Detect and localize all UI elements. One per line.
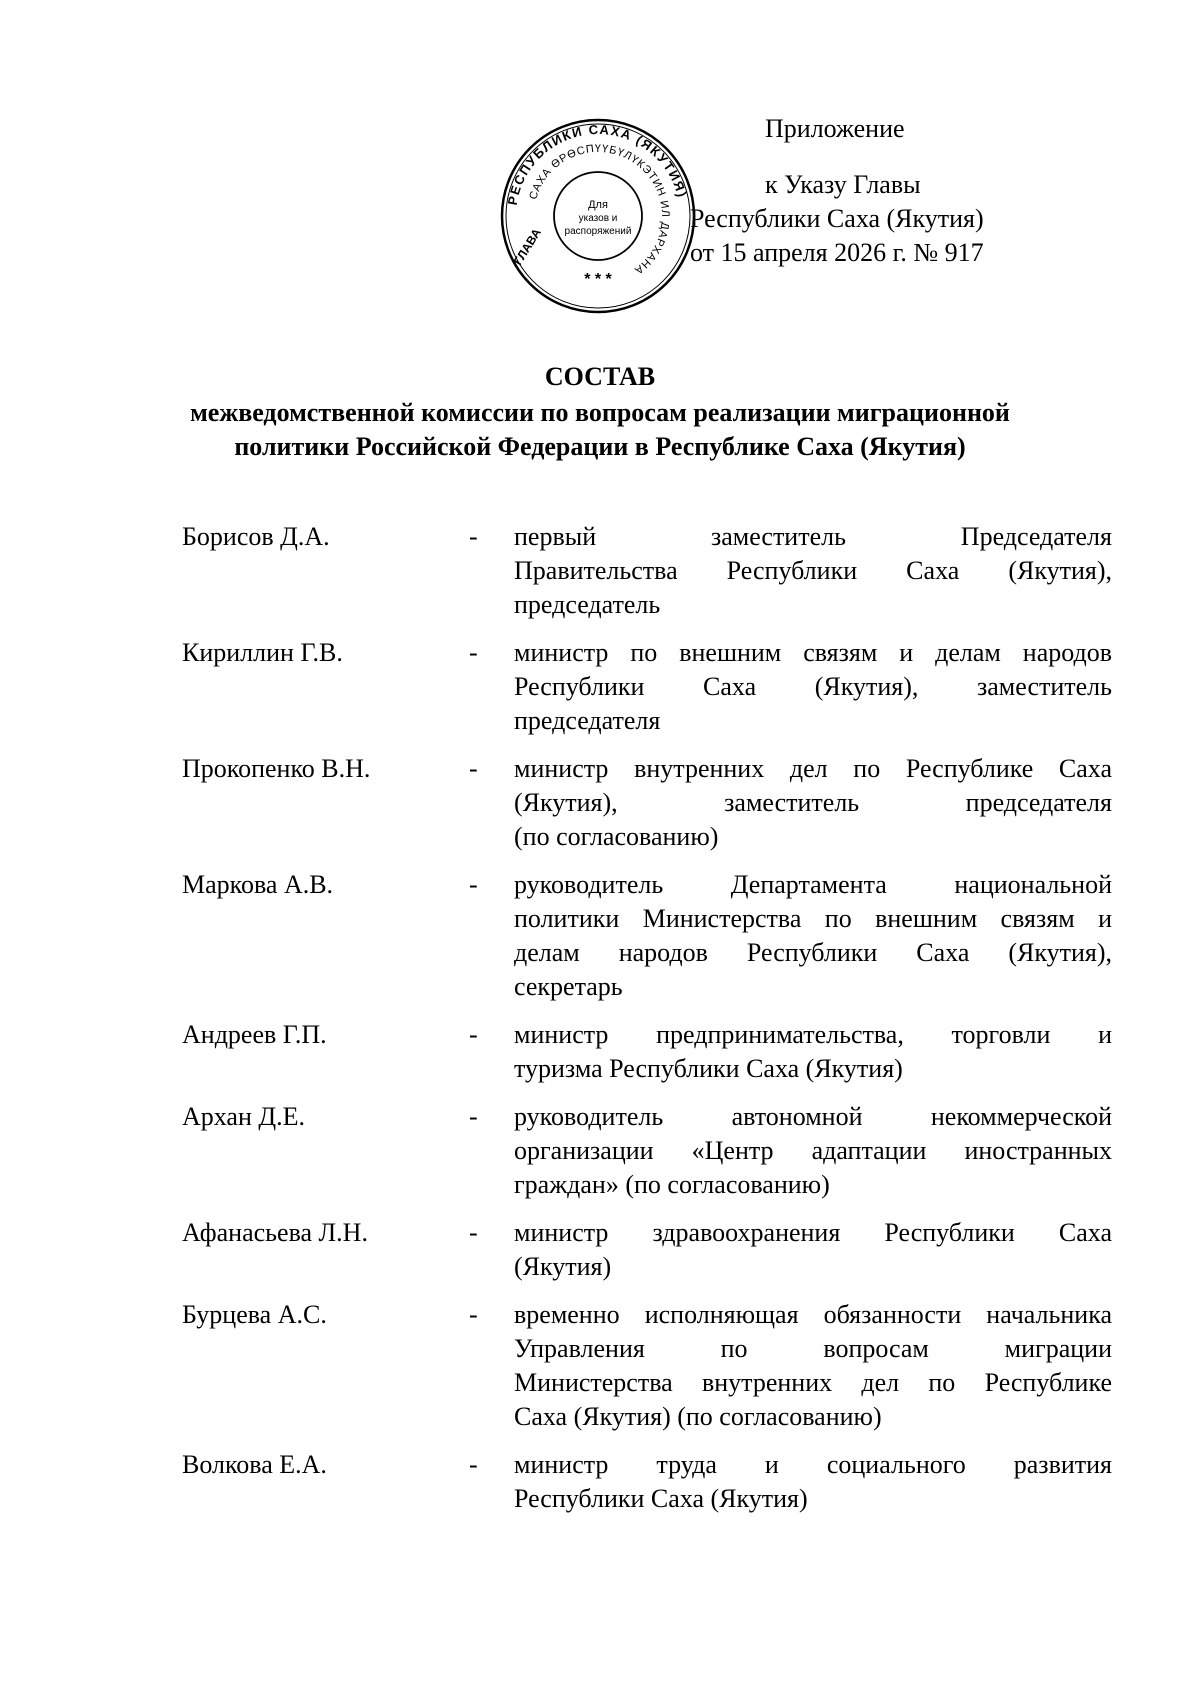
member-role-line: секретарь bbox=[514, 972, 623, 1001]
title-heading: СОСТАВ bbox=[544, 362, 656, 391]
member-role-line: руководитель автономной некоммерческой bbox=[514, 1102, 1112, 1131]
member-row bbox=[182, 636, 1112, 738]
member-role-line: (Якутия) bbox=[514, 1252, 612, 1281]
member-row bbox=[182, 1100, 1112, 1202]
member-role-line: министр здравоохранения Республики Саха bbox=[514, 1218, 1112, 1247]
member-role bbox=[514, 1018, 1112, 1086]
member-role bbox=[514, 1216, 1112, 1284]
member-name: Волкова Е.А. bbox=[182, 1450, 327, 1479]
member-role-line: председателя bbox=[514, 706, 661, 735]
member-row bbox=[182, 520, 1112, 622]
member-row bbox=[182, 1216, 1112, 1284]
appendix-decree-ref: к Указу Главы bbox=[765, 170, 921, 199]
member-role-line: политики Министерства по внешним связям и bbox=[514, 904, 1112, 933]
member-role-line: Правительства Республики Саха (Якутия), bbox=[514, 556, 1112, 585]
member-row bbox=[182, 868, 1112, 1004]
member-role-line: председатель bbox=[514, 590, 661, 619]
seal-outer-text: РЕСПУБЛИКИ САХА (ЯКУТИЯ) bbox=[504, 121, 690, 207]
member-role bbox=[514, 1448, 1112, 1516]
member-name: Прокопенко В.Н. bbox=[182, 754, 371, 783]
member-name: Маркова А.В. bbox=[182, 870, 334, 899]
appendix-header bbox=[690, 112, 1050, 270]
seal-graphic bbox=[498, 116, 698, 316]
member-role-line: временно исполняющая обязанности начальника bbox=[514, 1300, 1112, 1329]
member-role-line: Республики Саха (Якутия), заместитель bbox=[514, 672, 1112, 701]
member-role-line: (по согласованию) bbox=[514, 822, 719, 851]
member-role-line: Республики Саха (Якутия) bbox=[514, 1484, 808, 1513]
member-role-line: руководитель Департамента национальной bbox=[514, 870, 1112, 899]
member-role-line: Министерства внутренних дел по Республике bbox=[514, 1368, 1112, 1397]
member-row bbox=[182, 752, 1112, 854]
member-role-line: Управления по вопросам миграции bbox=[514, 1334, 1112, 1363]
document-title bbox=[120, 360, 1080, 464]
member-role-line: туризма Республики Саха (Якутия) bbox=[514, 1054, 903, 1083]
member-dash: - bbox=[469, 870, 478, 899]
member-dash: - bbox=[469, 1450, 478, 1479]
member-role-line: первый заместитель Председателя bbox=[514, 522, 1112, 551]
member-name: Архан Д.Е. bbox=[182, 1102, 306, 1131]
member-dash: - bbox=[469, 1020, 478, 1049]
member-role-line: министр по внешним связям и делам народов bbox=[514, 638, 1112, 667]
members-list bbox=[182, 520, 1112, 1530]
seal-center-line2: указов и bbox=[578, 213, 618, 224]
member-dash: - bbox=[469, 1300, 478, 1329]
title-subtitle-line2: политики Российской Федерации в Республике Саха (Якутия) bbox=[234, 432, 966, 461]
member-dash: - bbox=[469, 1102, 478, 1131]
member-role-line: Саха (Якутия) (по согласованию) bbox=[514, 1402, 882, 1431]
member-row bbox=[182, 1018, 1112, 1086]
member-dash: - bbox=[469, 754, 478, 783]
member-role bbox=[514, 520, 1112, 622]
member-dash: - bbox=[469, 1218, 478, 1247]
member-role-line: организации «Центр адаптации иностранных bbox=[514, 1136, 1112, 1165]
member-role bbox=[514, 752, 1112, 854]
seal-stars: * * * bbox=[584, 271, 612, 288]
member-role-line: министр внутренних дел по Республике Саха bbox=[514, 754, 1112, 783]
official-seal bbox=[498, 116, 698, 316]
member-role-line: (Якутия), заместитель председателя bbox=[514, 788, 1112, 817]
member-role-line: граждан» (по согласованию) bbox=[514, 1170, 830, 1199]
appendix-label: Приложение bbox=[765, 114, 905, 143]
member-role bbox=[514, 868, 1112, 1004]
member-dash: - bbox=[469, 522, 478, 551]
title-subtitle-line1: межведомственной комиссии по вопросам реализации миграционной bbox=[190, 398, 1010, 427]
member-role bbox=[514, 1298, 1112, 1434]
member-name: Кириллин Г.В. bbox=[182, 638, 343, 667]
member-role-line: министр труда и социального развития bbox=[514, 1450, 1112, 1479]
seal-center-line3: распоряжений bbox=[564, 226, 632, 237]
seal-left-text: ГЛАВА bbox=[510, 225, 544, 268]
member-row bbox=[182, 1298, 1112, 1434]
member-row bbox=[182, 1448, 1112, 1516]
member-role-line: министр предпринимательства, торговли и bbox=[514, 1020, 1112, 1049]
member-role-line: делам народов Республики Саха (Якутия), bbox=[514, 938, 1112, 967]
appendix-republic: Республики Саха (Якутия) bbox=[690, 204, 984, 233]
member-dash: - bbox=[469, 638, 478, 667]
seal-center-line1: Для bbox=[588, 199, 608, 211]
appendix-date-number: от 15 апреля 2026 г. № 917 bbox=[690, 238, 984, 267]
seal-inner-text: САХА ӨРӨСПҮҮБҮЛҮКЭТИН ИЛ ДАРХАНА bbox=[527, 142, 672, 277]
member-role bbox=[514, 636, 1112, 738]
member-name: Борисов Д.А. bbox=[182, 522, 330, 551]
member-name: Андреев Г.П. bbox=[182, 1020, 327, 1049]
member-role bbox=[514, 1100, 1112, 1202]
member-name: Афанасьева Л.Н. bbox=[182, 1218, 368, 1247]
member-name: Бурцева А.С. bbox=[182, 1300, 327, 1329]
